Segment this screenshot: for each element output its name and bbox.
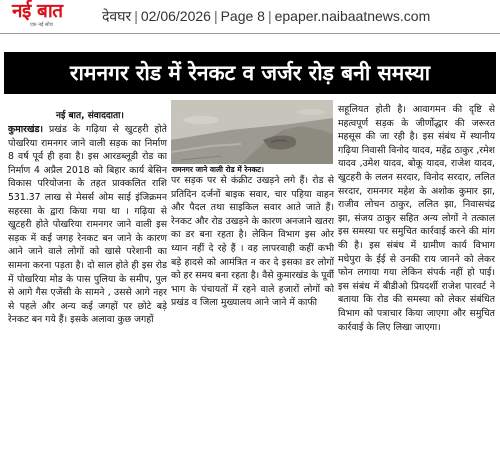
site-url[interactable]: epaper.naibaatnews.com [274, 8, 431, 24]
road-photo [171, 100, 333, 164]
logo-tagline: एक नई सोच [30, 21, 53, 28]
article-column-3: सहूलियत होती है। आवागमन की दृष्टि से महत्वपूर्ण सड़क के जीर्णोद्धार की जरूरत महसूस की जा रही है। इस संबंध में स्थानीय गढ़िया निवासी विनोद यादव, महेंद्र ठाकुर ,रमेश यादव ,उमेश यादव, बोकू यादव, राजेश यादव, खुटहरी के ललन सरदार, विनोद सरदार, ललित सरदार, रामनगर महेश के अशोक कुमार झा, राजीव लोचन ठाकुर, ललित झा, निवासचंद्र झा, संजय ठाकुर सहित अन्य लोगों ने तत्काल इस समस्या पर समुचित कार्रवाई करने की मांग की है। इस संबंध में ग्रामीण कार्य विभाग मधेपुरा के ईई से उनकी राय जानने को लेकर फोन लगाया गया लेकिन संपर्क नहीं हो पाई। इस संबंध में बीडीओ प्रियदर्शी राजेश पारवर्ट ने बताया कि रोड की समस्या को लेकर संबंधित विभाग को पत्राचार किया जाएगा और समुचित कार्रवाई के लिए लिखा जाएगा। [338, 104, 495, 333]
masthead [0, 0, 500, 34]
edition-info [102, 7, 430, 26]
separator: | [267, 8, 272, 24]
page-number: Page 8 [220, 8, 265, 24]
separator: | [134, 8, 138, 24]
edition-date: 02/06/2026 [140, 8, 211, 24]
logo-text: नई बात [12, 0, 63, 22]
road-photo-image [171, 100, 333, 164]
edition-city: देवघर [102, 8, 132, 24]
article-column-2: पर सड़क पर से कंक्रीट उखड़ने लगे हैं। रोड से प्रतिदिन दर्जनों बाइक सवार, चार पहिया वाहन और पैदल तथा साइकिल सवार आते जाते हैं। रेनकट और रोड उखड़ने के कारण अनजाने खतरा का डर बना रहता है। लेकिन विभाग इस ओर ध्यान नहीं दे रहे हैं । वह लापरवाही कहीं कभी बड़े हादसे को आमंत्रित न कर दे इसका डर लोगों को हर समय बना रहता है। वैसे कुमारखंड के पूर्वी भाग के पंचायतों में रहने वाले हजारों लोगों को प्रखंड व जिला मुख्यालय आने जाने में काफी [171, 175, 334, 309]
column-1-text: प्रखंड के गढ़िया से खुटहरी होते पोखरिया रामनगर जाने वाली सड़क का निर्माण 8 वर्ष पूर्व ही हवा है। इस आरडब्लूडी रोड का निर्माण 4 अप्रैल 2018 को बिहार कार्य बेसिन विकास परियोजना के तहत प्राक्कलित राशि 531.37 लाख से मेसर्स ओम साई इंजिक्रमन सहरसा के द्वारा किया गया था । गढ़िया से खुटहरी होते पोखरिया रामनगर जाने वाली इस सड़क में कई जगह रेनकट बन जाने के कारण आने जाने वाले लोगों को खासे परेशानी का सामना करना पड़ता है। दो साल होते ही इस रोड में पोखरिया मोड के पास पुलिया के समीप, पुल से आगे गैस एजेंसी के सामने , उससे आगे नहर से पहले और अन्य कई जगहों पर छोटे बड़े रेनकट बन गये हैं। इसके अलावा कुछ जगहों [8, 124, 167, 326]
dateline: कुमारखंड। [8, 124, 44, 135]
newspaper-logo[interactable] [4, 0, 94, 34]
separator: | [213, 8, 218, 24]
byline: नई बात, संवाददाता। [56, 111, 124, 121]
article-column-1 [8, 123, 167, 459]
headline: रामनगर रोड में रेनकट व जर्जर रोड़ बनी समस्या [69, 61, 431, 85]
headline-banner [4, 52, 496, 94]
photo-caption: रामनगर जाने वाली रोड में रेनकट। [171, 164, 333, 175]
